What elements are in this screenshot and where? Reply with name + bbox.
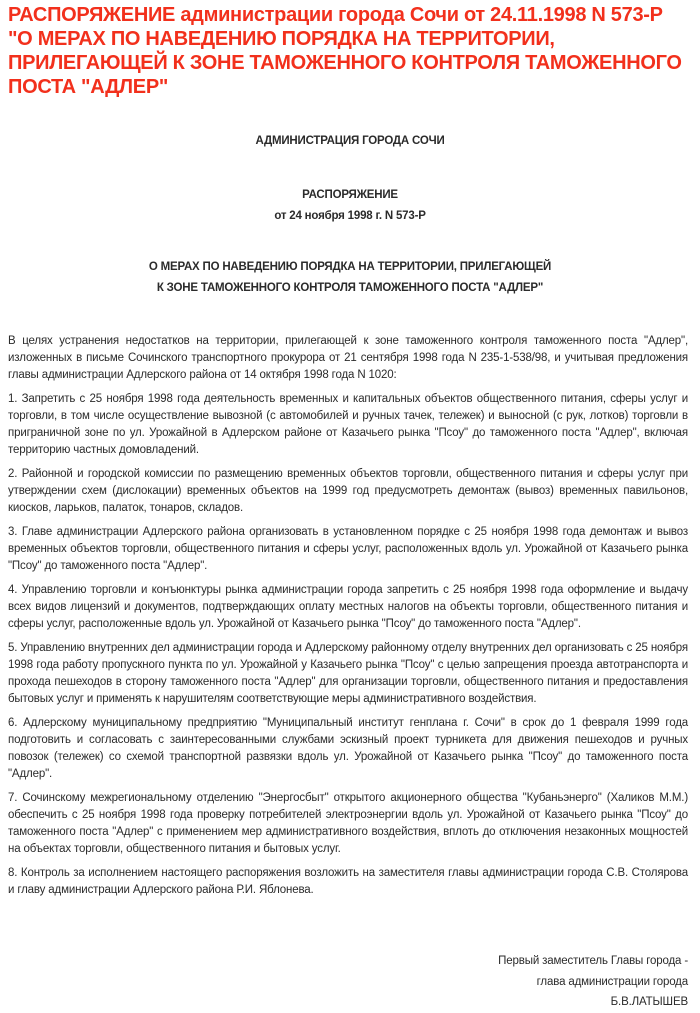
document-title: РАСПОРЯЖЕНИЕ администрации города Сочи от 24.11.1998 N 573-Р "О МЕРАХ ПО НАВЕДЕНИЮ ПОРЯДКА НА ТЕРРИТОРИИ, ПРИЛЕГАЮЩЕЙ К ЗОНЕ ТАМОЖЕННОГО КОНТРОЛЯ ТАМОЖЕННОГО ПОСТА "АДЛЕР" [8, 4, 682, 98]
signatory-name: Б.В.ЛАТЫШЕВ [610, 996, 688, 1008]
clause-paragraph: 7. Сочинскому межрегиональному отделению "Энергосбыт" открытого акционерного общества "Кубаньэнерго" (Халиков М.М.) обеспечить с 25 ноября 1998 года проверку потребителей электроэнергии вдоль ул. Урожайной от Казачьего рынка "Псоу" до таможенного поста "Адлер" с применением мер административного воздействия, вплоть до отключения незаконных мощностей на объектах торговли, общественного питания и бытовых услуг. [8, 792, 688, 855]
subject-line: О МЕРАХ ПО НАВЕДЕНИЮ ПОРЯДКА НА ТЕРРИТОРИИ, ПРИЛЕГАЮЩЕЙ [148, 261, 552, 273]
organization-heading: АДМИНИСТРАЦИЯ ГОРОДА СОЧИ [255, 135, 445, 147]
signature-block [0, 951, 688, 1013]
document-type-block [0, 185, 700, 227]
document-type: РАСПОРЯЖЕНИЕ [302, 189, 398, 201]
signatory-position: Первый заместитель Главы города - [498, 955, 688, 967]
clause-paragraph: 3. Главе администрации Адлерского района организовать в установленном порядке с 25 ноября 1998 года демонтаж и вывоз временных объектов торговли, общественного питания и сферы услуг, расположенных вдоль ул. Урожайной от Казачьего рынка "Псоу" до таможенного поста "Адлер". [8, 526, 688, 572]
clause-paragraph: 2. Районной и городской комиссии по размещению временных объектов торговли, общественного питания и сферы услуг при утверждении схем (дислокации) временных объектов на 1999 год предусмотреть демонтаж (вывоз) временных павильонов, киосков, ларьков, палаток, тонаров, складов. [8, 468, 688, 514]
document-subject [0, 257, 700, 299]
clause-paragraph: 1. Запретить с 25 ноября 1998 года деятельность временных и капитальных объектов общественного питания, сферы услуг и торговли, в том числе осуществление вывозной (с автомобилей и ручных тачек, тележек) и выносной (с рук, лотков) торговли в приграничной зоне по ул. Урожайной в Адлерском районе от Казачьего рынка "Псоу" до таможенного поста "Адлер", включая территорию частных домовладений. [8, 393, 688, 456]
clause-paragraph: 5. Управлению внутренних дел администрации города и Адлерскому районному отделу внутренних дел организовать с 25 ноября 1998 года работу пропускного пункта по ул. Урожайной у Казачьего рынка "Псоу" с целью запрещения проезда автотранспорта и прохода пешеходов в сторону таможенного поста "Адлер" для организации торговли, общественного питания и предоставления бытовых услуг и применять к нарушителям соответствующие меры административного воздействия. [8, 642, 688, 705]
clause-paragraph: 4. Управлению торговли и конъюнктуры рынка администрации города запретить с 25 ноября 1998 года оформление и выдачу всех видов лицензий и документов, подтверждающих оплату местных налогов на объекты торговли, общественного питания и сферы услуг, расположенные вдоль ул. Урожайной от Казачьего рынка "Псоу" до таможенного поста "Адлер". [8, 584, 688, 630]
document-date-number: от 24 ноября 1998 г. N 573-Р [274, 210, 426, 222]
subject-line: К ЗОНЕ ТАМОЖЕННОГО КОНТРОЛЯ ТАМОЖЕННОГО ПОСТА "АДЛЕР" [156, 282, 544, 294]
signatory-position: глава администрации города [536, 975, 688, 988]
preamble-paragraph: В целях устранения недостатков на территории, прилегающей к зоне таможенного контроля таможенного поста "Адлер", изложенных в письме Сочинского транспортного прокурора от 21 сентября 1998 года N 235-1-538/98, и учитывая предложения главы администрации Адлерского района от 14 октября 1998 года N 1020: [8, 335, 688, 381]
clause-paragraph: 6. Адлерскому муниципальному предприятию "Муниципальный институт генплана г. Сочи" в срок до 1 февраля 1999 года подготовить и согласовать с заинтересованными службами эскизный проект турникета для движения пешеходов и ручных повозок (тележек) со схемой транспортной развязки вдоль ул. Урожайной от Казачьего рынка "Псоу" до таможенного поста "Адлер". [8, 717, 688, 780]
clause-paragraph: 8. Контроль за исполнением настоящего распоряжения возложить на заместителя главы администрации города С.В. Столярова и главу администрации Адлерского района Р.И. Яблонева. [8, 867, 688, 896]
document-body [8, 333, 688, 899]
